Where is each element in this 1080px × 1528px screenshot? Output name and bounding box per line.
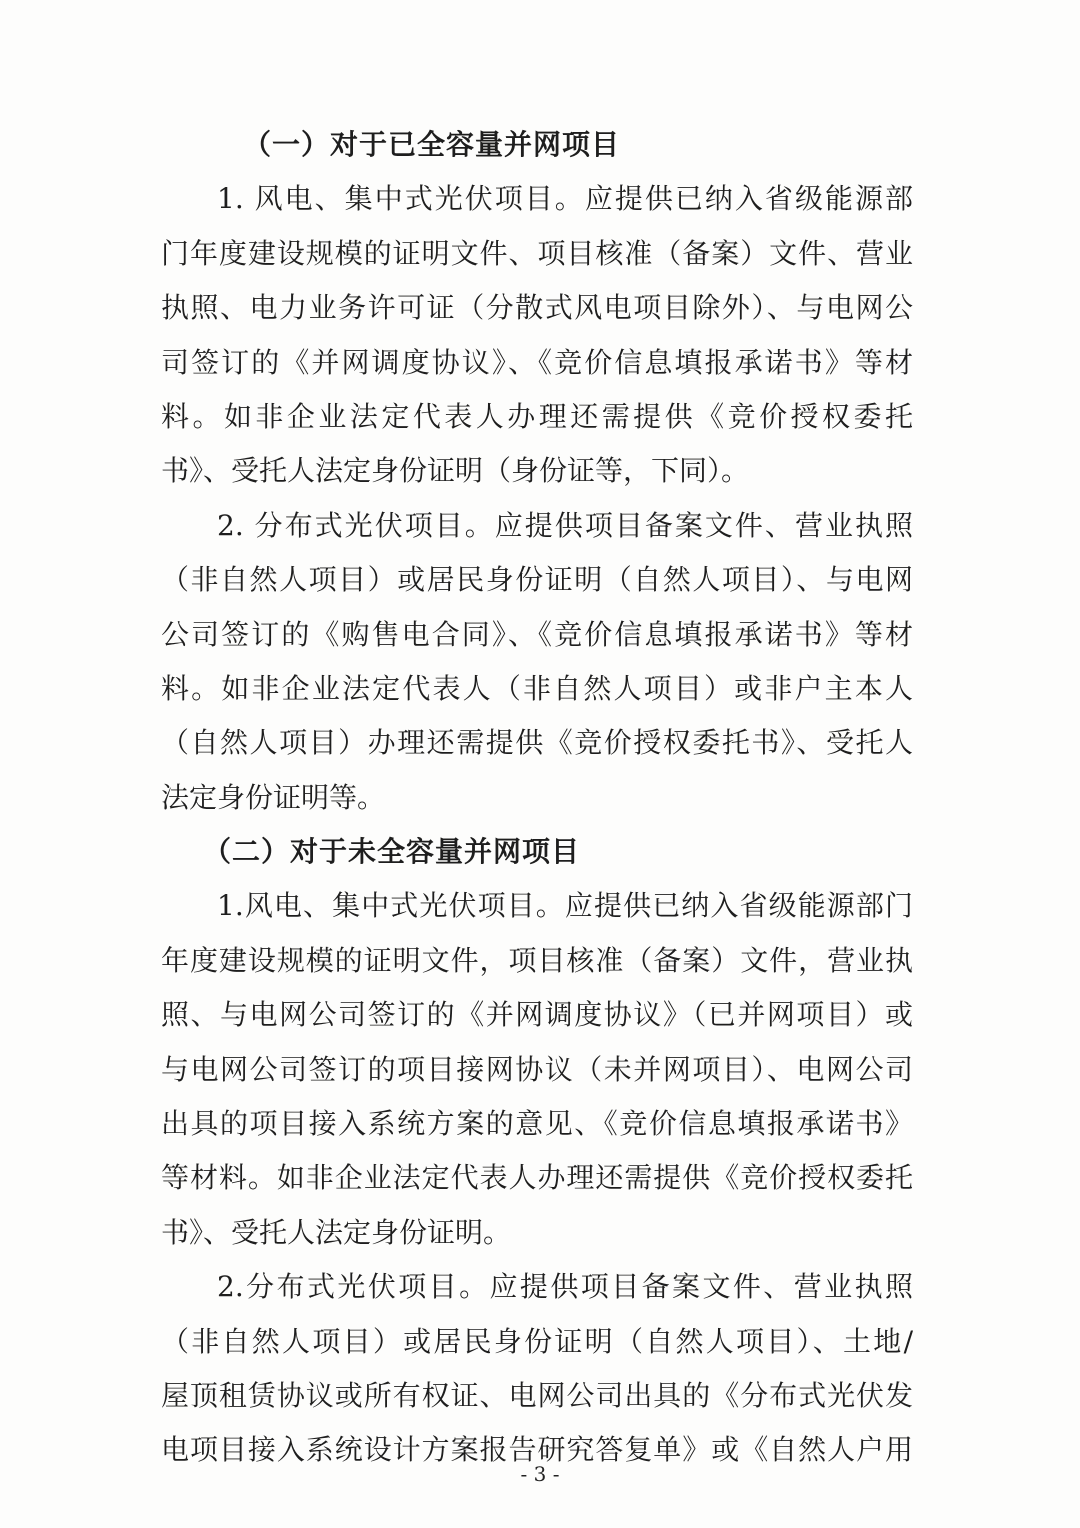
paragraph-line: 法定身份证明等。: [161, 780, 386, 814]
paragraph-line: 电项目接入系统设计方案报告研究答复单》或《自然人户用: [161, 1433, 913, 1467]
paragraph-line: 书》、受托人法定身份证明（身份证等，下同）。: [161, 454, 750, 488]
paragraph-line: （非自然人项目）或居民身份证明（自然人项目）、与电网: [161, 563, 913, 597]
paragraph-line: 执照、电力业务许可证（分散式风电项目除外）、与电网公: [161, 291, 913, 325]
section-heading-2: （二）对于未全容量并网项目: [203, 835, 581, 869]
paragraph-line: 2. 分布式光伏项目。应提供项目备案文件、营业执照: [217, 508, 913, 542]
paragraph-line: 公司签订的《购售电合同》、《竞价信息填报承诺书》等材: [161, 617, 913, 651]
paragraph-line: 司签订的《并网调度协议》、《竞价信息填报承诺书》等材: [161, 345, 913, 379]
paragraph-line: 2.分布式光伏项目。应提供项目备案文件、营业执照: [217, 1270, 913, 1304]
paragraph-line: （非自然人项目）或居民身份证明（自然人项目）、土地/: [161, 1324, 913, 1358]
section-heading-1: （一）对于已全容量并网项目: [243, 128, 621, 161]
paragraph-line: 照、与电网公司签订的《并网调度协议》（已并网项目）或: [161, 998, 913, 1032]
paragraph-line: 等材料。如非企业法定代表人办理还需提供《竞价授权委托: [161, 1161, 913, 1195]
paragraph-line: 与电网公司签订的项目接网协议（未并网项目）、电网公司: [161, 1052, 913, 1086]
paragraph-line: 料。如非企业法定代表人（非自然人项目）或非户主本人: [161, 671, 913, 705]
paragraph-line: 料。如非企业法定代表人办理还需提供《竞价授权委托: [161, 399, 913, 433]
paragraph-line: 屋顶租赁协议或所有权证、电网公司出具的《分布式光伏发: [161, 1378, 913, 1412]
paragraph-line: 门年度建设规模的证明文件、项目核准（备案）文件、营业: [161, 236, 913, 270]
page-number: - 3 -: [520, 1462, 560, 1486]
paragraph-line: 1.风电、集中式光伏项目。应提供已纳入省级能源部门: [217, 889, 913, 923]
paragraph-line: 年度建设规模的证明文件，项目核准（备案）文件，营业执: [161, 943, 913, 977]
paragraph-line: （自然人项目）办理还需提供《竞价授权委托书》、受托人: [161, 726, 913, 760]
paragraph-line: 书》、受托人法定身份证明。: [161, 1215, 512, 1249]
paragraph-line: 出具的项目接入系统方案的意见、《竞价信息填报承诺书》: [161, 1107, 913, 1141]
document-body: [161, 118, 913, 1478]
paragraph-line: 1. 风电、集中式光伏项目。应提供已纳入省级能源部: [217, 182, 913, 216]
